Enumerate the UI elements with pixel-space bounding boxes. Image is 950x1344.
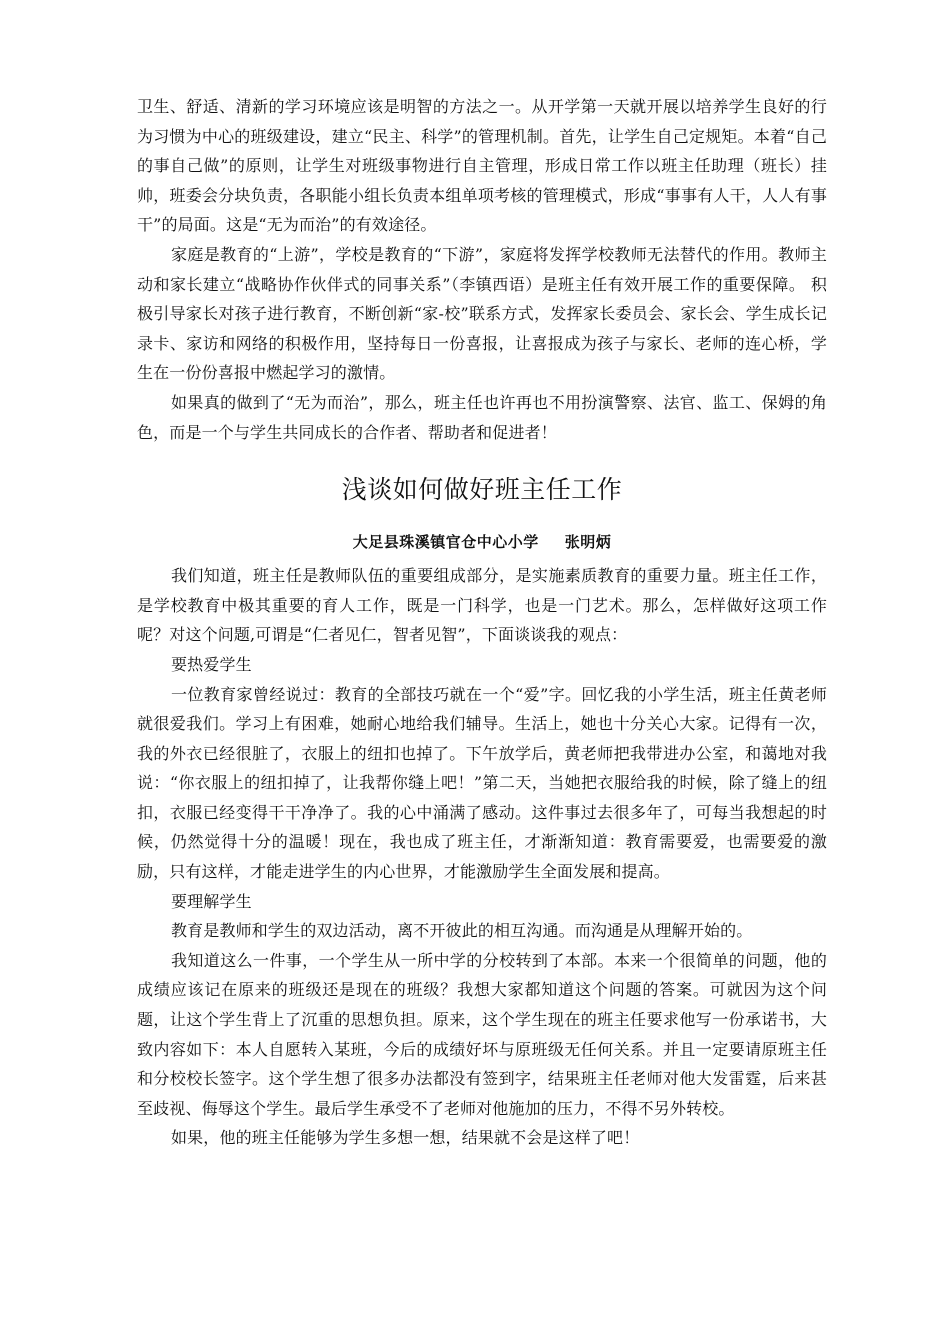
document-page [137, 92, 827, 1153]
section-heading: 要理解学生 [171, 891, 252, 911]
body-paragraph: 我们知道，班主任是教师队伍的重要组成部分，是实施素质教育的重要力量。班主任工作，是学校教育中极其重要的育人工作，既是一门科学，也是一门艺术。那么，怎样做好这项工作呢？对这个问题,可谓是“仁者见仁，智者见智”，下面谈谈我的观点： [137, 566, 827, 645]
article-title: 浅谈如何做好班主任工作 [341, 475, 623, 505]
body-paragraph: 家庭是教育的“上游”，学校是教育的“下游”，家庭将发挥学校教师无法替代的作用。教师主动和家长建立“战略协作伙伴式的同事关系”（李镇西语）是班主任有效开展工作的重要保障。 积极引导家长对孩子进行教育，不断创新“家-校”联系方式，发挥家长委员会、家长会、学生成长记录卡、家访和网络的积极作用，坚持每日一份喜报，让喜报成为孩子与家长、老师的连心桥，学生在一份份喜报中燃起学习的激情。 [137, 244, 827, 383]
author-name: 张明炳 [564, 533, 612, 552]
body-paragraph: 教育是教师和学生的双边活动，离不开彼此的相互沟通。而沟通是从理解开始的。 [171, 921, 753, 941]
body-paragraph: 一位教育家曾经说过：教育的全部技巧就在一个“爱”字。回忆我的小学生活，班主任黄老师就很爱我们。学习上有困难，她耐心地给我们辅导。生活上，她也十分关心大家。记得有一次，我的外衣已经很脏了，衣服上的纽扣也掉了。下午放学后，黄老师把我带进办公室，和蔼地对我说：“你衣服上的纽扣掉了，让我帮你缝上吧！”第二天，当她把衣服给我的时候，除了缝上的纽扣，衣服已经变得干干净净了。我的心中涌满了感动。这件事过去很多年了，可每当我想起的时候，仍然觉得十分的温暖！现在，我也成了班主任，才渐渐知道：教育需要爱，也需要爱的激励，只有这样，才能走进学生的内心世界，才能激励学生全面发展和提高。 [137, 684, 827, 882]
body-paragraph: 如果，他的班主任能够为学生多想一想，结果就不会是这样了吧！ [171, 1128, 640, 1148]
author-school: 大足县珠溪镇官仓中心小学 [352, 533, 539, 552]
body-paragraph: 我知道这么一件事，一个学生从一所中学的分校转到了本部。本来一个很简单的问题，他的成绩应该记在原来的班级还是现在的班级？我想大家都知道这个问题的答案。可就因为这个问题，让这个学生背上了沉重的思想负担。原来，这个学生现在的班主任要求他写一份承诺书，大致内容如下：本人自愿转入某班，今后的成绩好坏与原班级无任何关系。并且一定要请原班主任和分校校长签字。这个学生想了很多办法都没有签到字，结果班主任老师对他大发雷霆，后来甚至歧视、侮辱这个学生。最后学生承受不了老师对他施加的压力，不得不另外转校。 [137, 950, 827, 1118]
continued-paragraph: 卫生、舒适、清新的学习环境应该是明智的方法之一。从开学第一天就开展以培养学生良好的行为习惯为中心的班级建设，建立“民主、科学”的管理机制。首先，让学生自己定规矩。本着“自己的事自己做”的原则，让学生对班级事物进行自主管理，形成日常工作以班主任助理（班长）挂帅，班委会分块负责，各职能小组长负责本组单项考核的管理模式，形成“事事有人干，人人有事干”的局面。这是“无为而治”的有效途径。 [137, 97, 827, 235]
author-byline [137, 527, 827, 557]
section-heading: 要热爱学生 [171, 654, 252, 674]
body-paragraph: 如果真的做到了“无为而治”，那么，班主任也许再也不用扮演警察、法官、监工、保姆的角色，而是一个与学生共同成长的合作者、帮助者和促进者！ [137, 392, 827, 442]
